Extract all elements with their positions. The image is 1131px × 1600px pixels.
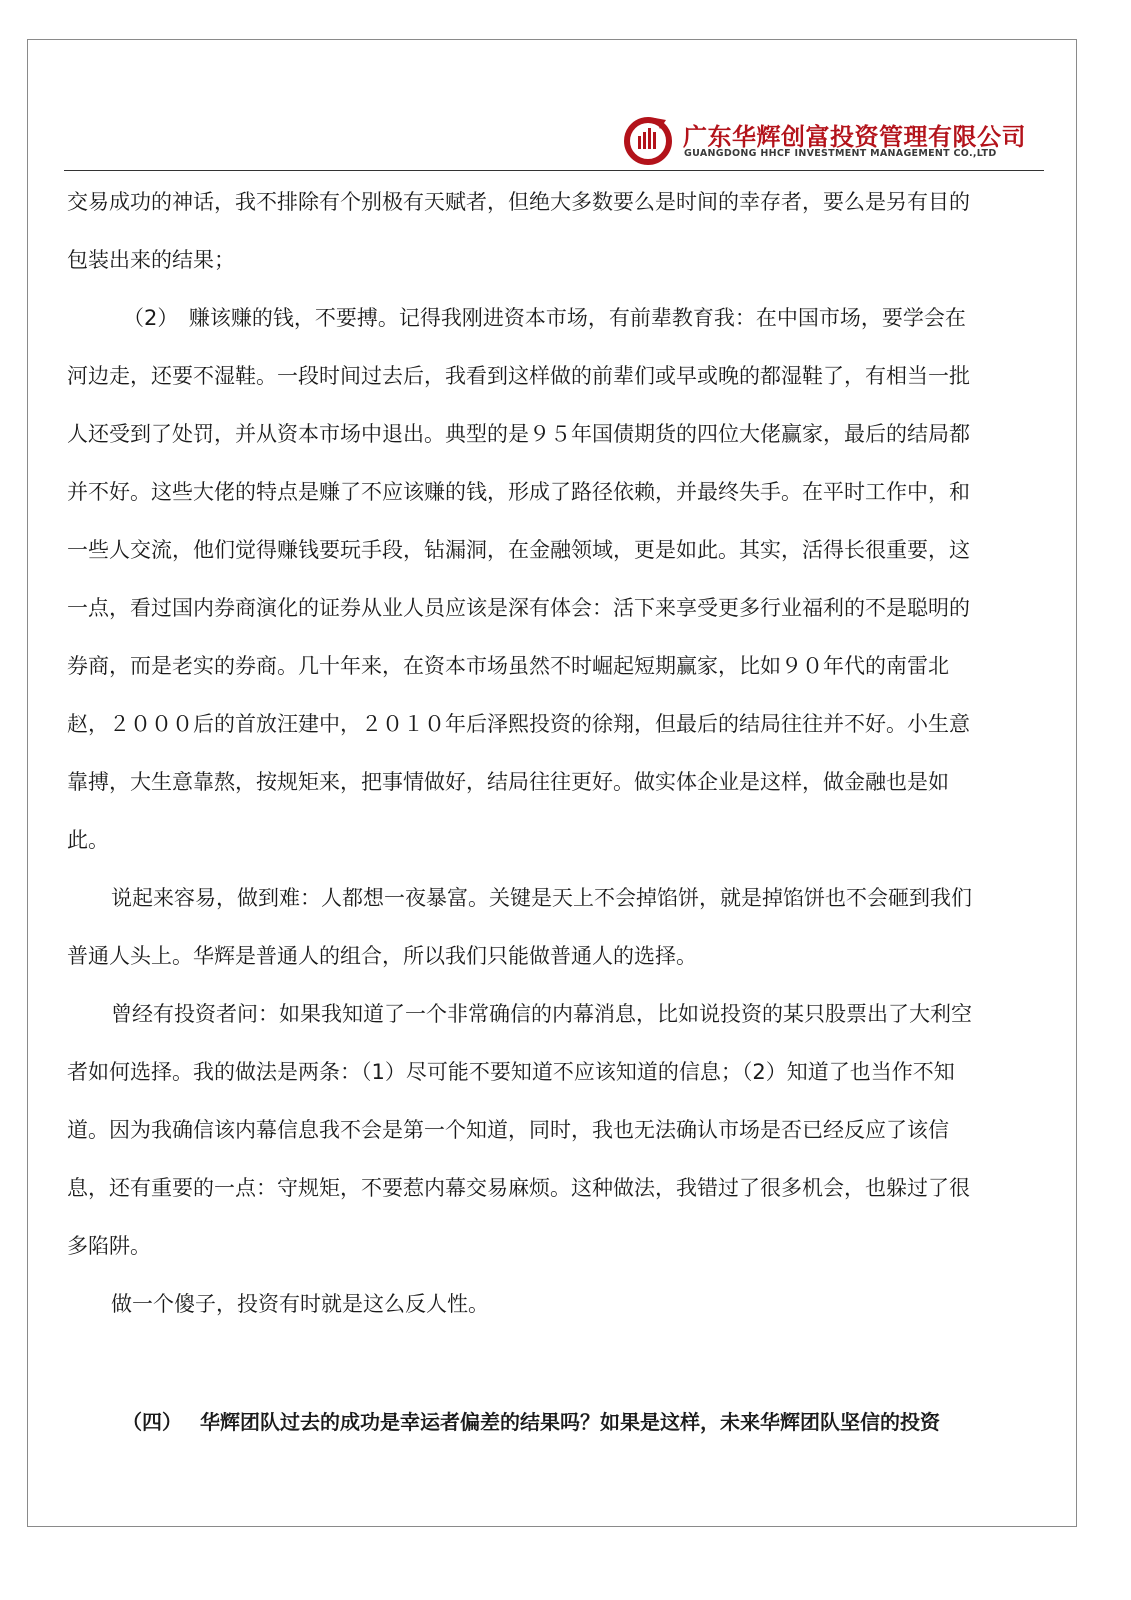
text-line: 赵，２０００后的首放汪建中，２０１０年后泽熙投资的徐翔，但最后的结局往往并不好。小生意	[67, 712, 970, 736]
text-line: 道。因为我确信该内幕信息我不会是第一个知道，同时，我也无法确认市场是否已经反应了该信	[67, 1118, 949, 1142]
text-line: 说起来容易，做到难：人都想一夜暴富。关键是天上不会掉馅饼，就是掉馅饼也不会砸到我们	[111, 886, 972, 910]
company-name-cn: 广东华辉创富投资管理有限公司	[683, 123, 1026, 151]
section-number: （四）	[122, 1410, 182, 1434]
text-line: 河边走，还要不湿鞋。一段时间过去后，我看到这样做的前辈们或早或晚的都湿鞋了，有相当一批	[67, 364, 970, 388]
text-line: 靠搏，大生意靠熬，按规矩来，把事情做好，结局往往更好。做实体企业是这样，做金融也是如	[67, 770, 949, 794]
text-line: 一些人交流，他们觉得赚钱要玩手段，钻漏洞，在金融领域，更是如此。其实，活得长很重要，这	[67, 538, 970, 562]
text-line: 并不好。这些大佬的特点是赚了不应该赚的钱，形成了路径依赖，并最终失手。在平时工作中，和	[67, 480, 970, 504]
text-line: 交易成功的神话，我不排除有个别极有天赋者，但绝大多数要么是时间的幸存者，要么是另有目的	[67, 190, 970, 214]
text-line: 者如何选择。我的做法是两条：（1）尽可能不要知道不应该知道的信息；（2）知道了也当作不知	[67, 1060, 955, 1084]
company-logo-icon	[622, 114, 674, 166]
text-line: 券商，而是老实的券商。几十年来，在资本市场虽然不时崛起短期赢家，比如９０年代的南雷北	[67, 654, 949, 678]
header-divider	[64, 170, 1044, 171]
text-line: 做一个傻子，投资有时就是这么反人性。	[111, 1292, 489, 1316]
text-line: 人还受到了处罚，并从资本市场中退出。典型的是９５年国债期货的四位大佬赢家，最后的结局都	[67, 422, 970, 446]
text-line: 包装出来的结果；	[67, 248, 235, 272]
text-line: 多陷阱。	[67, 1234, 151, 1258]
text-line: （2） 赚该赚的钱，不要搏。记得我刚进资本市场，有前辈教育我：在中国市场，要学会在	[123, 306, 966, 330]
section-title: 华辉团队过去的成功是幸运者偏差的结果吗？如果是这样，未来华辉团队坚信的投资	[200, 1410, 940, 1434]
text-line: 曾经有投资者问：如果我知道了一个非常确信的内幕消息，比如说投资的某只股票出了大利空	[111, 1002, 972, 1026]
text-line: 普通人头上。华辉是普通人的组合，所以我们只能做普通人的选择。	[67, 944, 697, 968]
section-heading	[122, 1404, 940, 1440]
document-body	[67, 184, 1029, 1344]
text-line: 此。	[67, 828, 109, 852]
company-name-en: GUANGDONG HHCF INVESTMENT MANAGEMENT CO.,LTD	[684, 148, 997, 159]
text-line: 一点，看过国内券商演化的证券从业人员应该是深有体会：活下来享受更多行业福利的不是聪明的	[67, 596, 970, 620]
text-line: 息，还有重要的一点：守规矩，不要惹内幕交易麻烦。这种做法，我错过了很多机会，也躲过了很	[67, 1176, 970, 1200]
